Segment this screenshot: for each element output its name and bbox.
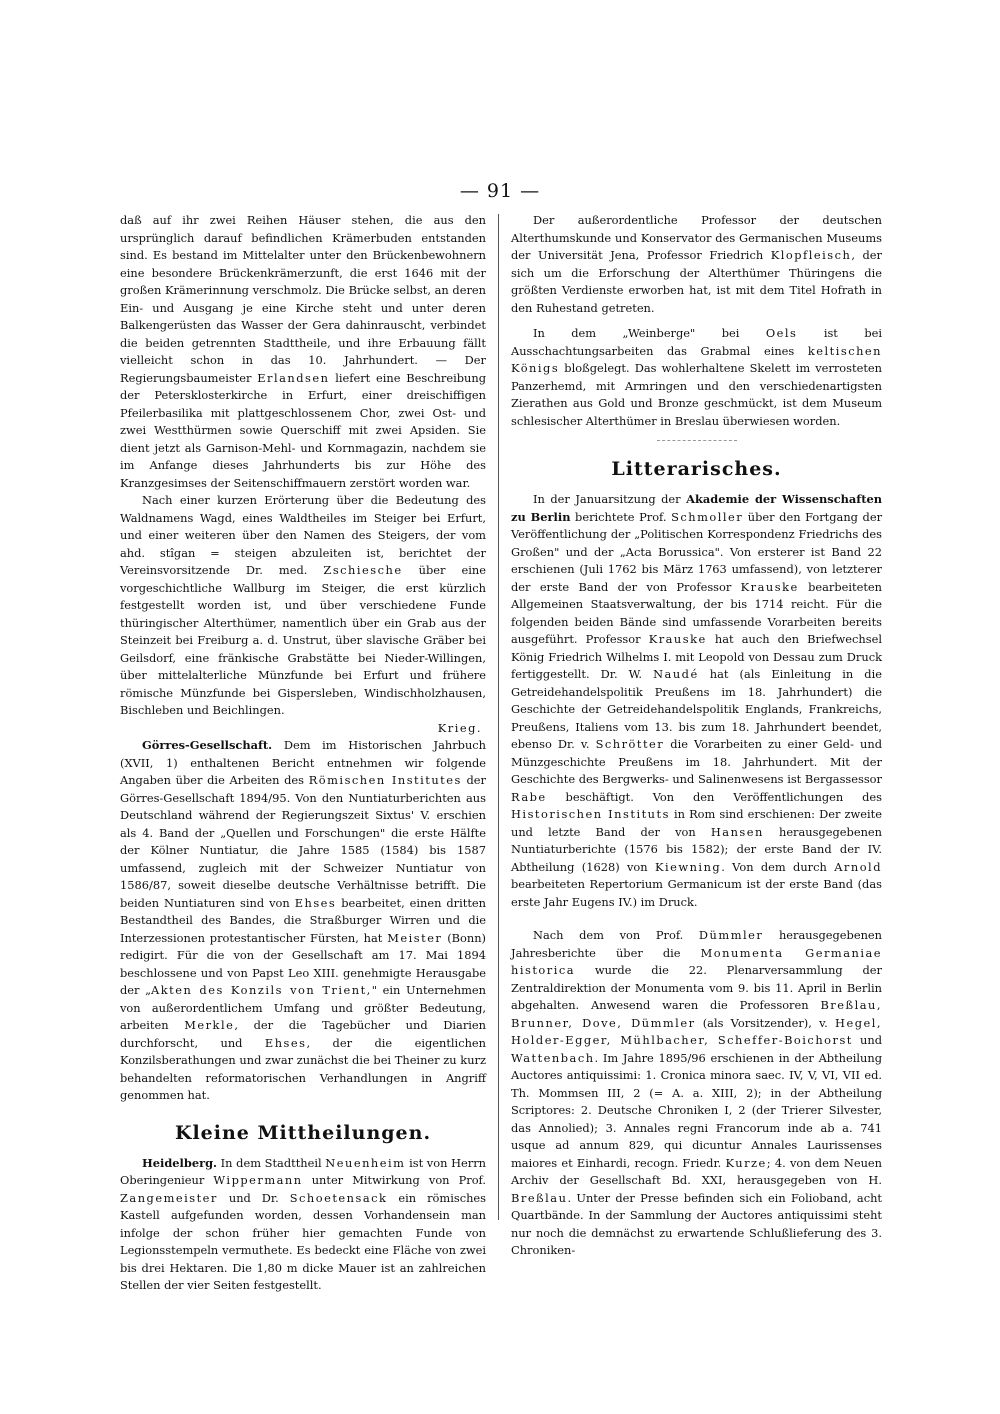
signature-text: Krieg. — [437, 720, 482, 735]
person-name: Wattenbach — [511, 1050, 595, 1065]
person-name: Breßlau — [511, 1190, 568, 1205]
text: herausgegebenen Jahresberichte über die — [511, 928, 882, 960]
emphasis: keltischen Königs — [511, 343, 882, 375]
text: In dem Stadttheil — [217, 1155, 326, 1170]
text: ein römisches Kastell aufgefunden worden, dessen Vorhandensein man infolge der schon früher hier gemachten Funde von Legionsstempeln vermuthete. Es bedeckt eine Fläche von zwei bis drei Hektaren. Die 1,80 m dicke Mauer ist an zahlreichen Stellen der vier Seiten festgestellt. — [120, 1190, 486, 1292]
page-number: — 91 — — [459, 180, 541, 202]
person-name: Krauske — [740, 579, 799, 594]
text: , der die Tagebücher und Diarien durchforscht, und — [120, 1018, 487, 1050]
paragraph-oels — [511, 325, 882, 430]
text: liefert eine Beschreibung der Petersklosterkirche in Erfurt, einer dreischiffigen Pfeilerbasilika mit plattgeschlossenem Chor, zwei Ost- und zwei Westthürmen sowie Querschiff mit zwei Apsiden. Sie dient jetzt als Garnison-Mehl- und Kornmagazin, nachdem sie im Anfange dieses Jahrhunderts bis zur Höhe des Kranzgesimses der Seitenschiffmauern zerstört worden war. — [120, 370, 486, 490]
paragraph-wagd — [120, 492, 486, 720]
person-name: Schrötter — [595, 737, 665, 751]
person-name: Ehses — [264, 1035, 307, 1050]
person-name: Hansen — [710, 824, 764, 839]
person-name: Zschiesche — [323, 563, 403, 577]
person-name: Rabe — [511, 789, 547, 804]
text: ; 4. von dem Neuen Archiv der Gesellschaft Bd. XXI, herausgegeben von H. — [511, 1155, 882, 1187]
text: . Im Jahre 1895/96 erschienen in der Abtheilung Auctores antiquissimi: 1. Cronica minora saec. IV, V, VI, VII ed. Th. Mommsen III, 2 (= A. a. XIII, 2); in der Abtheilung Scriptores: 2. Deutsche Chroniken I, 2 (der Trierer Silvester, das Annolied); 3. Annales regni Francorum inde ab a. 741 usque ad annum 829, qui dicuntur Annales Laurissenses maiores et Einhardi, recogn. Friedr. — [511, 1050, 882, 1170]
text: bearbeiteten Allgemeinen Staatsverwaltung, der bis 1714 reicht. Für die folgenden beiden Bände sind umfassende Vorarbeiten bereits ausgeführt. Professor — [511, 579, 882, 646]
place-name: Neuenheim — [325, 1155, 406, 1170]
paragraph-goerres — [120, 737, 486, 1105]
lead-heading: Görres-Gesellschaft. — [142, 738, 273, 752]
text: Dem im Historischen Jahrbuch (XVII, 1) enthaltenen Bericht entnehmen wir folgende Angaben über die Arbeiten des — [120, 738, 486, 787]
text: und — [852, 1033, 883, 1047]
text: unter Mitwirkung von Prof. — [302, 1173, 486, 1187]
text: bloßgelegt. Das wohlerhaltene Skelett im verrosteten Panzerhemd, mit Armringen und den verschiedenartigsten Zierathen aus Gold und Bronze geschmückt, ist dem Museum schlesischer Alterthümer in Breslau überwiesen worden. — [511, 361, 882, 428]
text: hat (als Einleitung in die Getreidehandelspolitik Preußens im 18. Jahrhundert) die Geschichte der Getreidehandelspolitik Englands, Frankreichs, Preußens, Italiens vom 13. bis zum 18. Jahrhundert beendet, ebenso Dr. v. — [511, 667, 882, 751]
text: . Von dem durch — [721, 859, 835, 874]
text: in Rom sind erschienen: Der zweite und letzte Band der von — [511, 807, 882, 839]
text: bearbeitet, einen dritten Bestandtheil des Bandes, die Straßburger Wirren und die Interzessionen protestantischer Fürsten, hat — [120, 895, 487, 945]
person-name: Kiewning — [654, 859, 722, 874]
person-name: Zangemeister — [120, 1190, 218, 1205]
person-name: Dümmler — [698, 928, 764, 942]
paragraph-erfurt-bridge — [120, 212, 486, 492]
person-names: Hegel, Holder-Egger, Mühlbacher, Scheffer-Boichorst — [511, 1015, 882, 1047]
text: , der die eigentlichen Konzilsberathungen und zwar zunächst die bei Theiner zu kurz behandelten reformatorischen Verhandlungen in Angriff genommen hat. — [120, 1035, 486, 1102]
work-title: Monumenta Germaniae historica — [511, 945, 882, 977]
paragraph-akademie — [511, 491, 882, 911]
person-name: Wippermann — [213, 1173, 303, 1187]
person-name: Schmoller — [671, 509, 744, 524]
text: die Vorarbeiten zu einer Geld- und Münzgeschichte Preußens im 18. Jahrhundert. Mit der Geschichte des Bergwerks- und Salinenwesens ist Bergassessor — [511, 737, 883, 786]
text: , der sich um die Erforschung der Alterthümer Thüringens die größten Verdienste erworben hat, ist mit dem Titel Hofrath in den Ruhestand getreten. — [511, 248, 882, 315]
institute-name: Historischen Instituts — [511, 807, 670, 821]
section-separator — [657, 440, 737, 441]
text: beschäftigt. Von den Veröffentlichungen des — [546, 789, 882, 804]
place-name: Oels — [765, 326, 798, 340]
text: Nach einer kurzen Erörterung über die Bedeutung des Waldnamens Wagd, eines Waldtheiles im Steiger bei Erfurt, und einer weiteren über den Namen des Steigers, der vom ahd. stîgan = steigen abzuleiten ist, berichtet der Vereinsvorsitzende Dr. med. — [120, 493, 486, 577]
text: In der Januarsitzung der — [533, 492, 687, 506]
person-name: Merkle — [184, 1018, 235, 1032]
lead-heading: Heidelberg. — [142, 1155, 218, 1170]
person-name: Naudé — [653, 667, 699, 681]
text: (als Vorsitzender), v. — [695, 1015, 836, 1030]
left-column — [120, 212, 486, 1295]
institution-name: Akademie der Wissenschaften zu Berlin — [511, 492, 882, 524]
person-name: Erlandsen — [257, 370, 330, 385]
text: berichtete Prof. — [570, 509, 672, 524]
text: über eine vorgeschichtliche Wallburg im Steiger, die erst kürzlich festgestellt worden ist, und über verschiedene Funde thüringischer Alterthümer, namentlich über ein Grab aus der Steinzeit bei Freiburg a. d. Unstrut, über slavische Gräber bei Geilsdorf, eine fränkische Grabstätte bei Nieder-Willingen, über mittelalterliche Münzfunde bei Erfurt und frühere römische Münzfunde bei Gispersleben, Windischholzhausen, Bischleben und Beichlingen. — [120, 563, 486, 717]
text: der Görres-Gesellschaft 1894/95. Von den Nuntiaturberichten aus Deutschland während der Regierungszeit Sixtus' V. erschien als 4. Band der „Quellen und Forschungen" die erste Hälfte der Kölner Nuntiatur, die Jahre 1585 (1584) bis 1587 umfassend, zugleich mit der Schweizer Nuntiatur von 1586/87, soweit dieselbe deutsche Verhältnisse betrifft. Die beiden Nuntiaturen sind von — [120, 773, 486, 910]
section-heading-kleine-mittheilungen: Kleine Mittheilungen. — [174, 1121, 432, 1144]
text: ist von Herrn Oberingenieur — [120, 1155, 486, 1187]
text: daß auf ihr zwei Reihen Häuser stehen, die aus den ursprünglich darauf befindlichen Krämerbuden entstanden sind. Es bestand im Mittelalter unter den Brückenbewohnern eine besondere Brückenkrämerzunft, die erst 1646 mit der großen Krämerinnung verschmolz. Die Brücke selbst, an deren Ein- und Ausgang je eine Kirche steht und unter deren Balkengerüsten das Wasser der Gera dahinrauscht, verbindet die beiden getrennten Stadttheile, und ihre Erbauung fällt vielleicht schon in das 10. Jahrhundert. — Der Regierungsbaumeister — [120, 213, 486, 385]
text: wurde die 22. Plenarversammlung der Zentraldirektion der Monumenta vom 9. bis 11. April in Berlin abgehalten. Anwesend waren die Professoren — [511, 963, 882, 1012]
person-name: Meister — [387, 930, 443, 945]
text: und Dr. — [217, 1190, 290, 1205]
text: bearbeiteten Repertorium Germanicum ist der erste Band (das erste Jahr Eugens IV.) im Druck. — [511, 877, 882, 909]
text: hat auch den Briefwechsel König Friedrich Wilhelms I. mit Leopold von Dessau zum Druck fertiggestellt. Dr. W. — [511, 632, 882, 681]
text: . Unter der Presse befinden sich ein Folioband, acht Quartbände. In der Sammlung der Auctores antiquissimi steht nur noch die demnächst zu erwartende Schlußlieferung des 3. Chroniken- — [511, 1190, 882, 1257]
text: herausgegebenen Nuntiaturberichte (1576 bis 1582); der erste Band der IV. Abtheilung (1628) von — [511, 824, 882, 874]
paragraph-monumenta — [511, 927, 882, 1260]
text: Der außerordentliche Professor der deutschen Alterthumskunde und Konservator des Germanischen Museums der Universität Jena, Professor Friedrich — [511, 213, 882, 262]
person-name: Kurze — [725, 1155, 767, 1170]
text: (Bonn) redigirt. Für die von der Gesellschaft am 17. Mai 1894 beschlossene und von Papst Leo XIII. genehmigte Herausgabe der „ — [120, 930, 486, 997]
paragraph-klopfleisch — [511, 212, 882, 317]
text: " ein Unternehmen von außerordentlichem Umfang und größter Bedeutung, arbeiten — [120, 983, 486, 1032]
text: über den Fortgang der Veröffentlichung der „Politischen Korrespondenz Friedrichs des Großen" und der „Acta Borussica". Von ersterer ist Band 22 erschienen (Juli 1762 bis März 1763 umfassend), von letzterer der erste Band der von Professor — [511, 509, 883, 594]
person-name: Schoetensack — [289, 1190, 388, 1205]
section-heading-litterarisches: Litterarisches. — [611, 458, 782, 480]
person-name: Arnold — [834, 859, 882, 874]
person-names: Breßlau, Brunner, Dove, Dümmler — [511, 998, 882, 1030]
paragraph-heidelberg — [120, 1155, 486, 1295]
person-name: Klopfleisch — [770, 248, 852, 262]
institute-name: Römischen Institutes — [308, 773, 462, 787]
person-name: Ehses — [294, 895, 337, 910]
right-column — [511, 212, 882, 1260]
author-signature — [120, 720, 486, 738]
work-title: Akten des Konzils von Trient, — [151, 983, 372, 997]
text: Nach dem von Prof. — [533, 928, 699, 942]
column-divider — [498, 214, 499, 1220]
person-name: Krauske — [648, 632, 707, 646]
text: ist bei Ausschachtungsarbeiten das Grabmal eines — [511, 326, 882, 358]
text: In dem „Weinberge" bei — [533, 326, 766, 340]
